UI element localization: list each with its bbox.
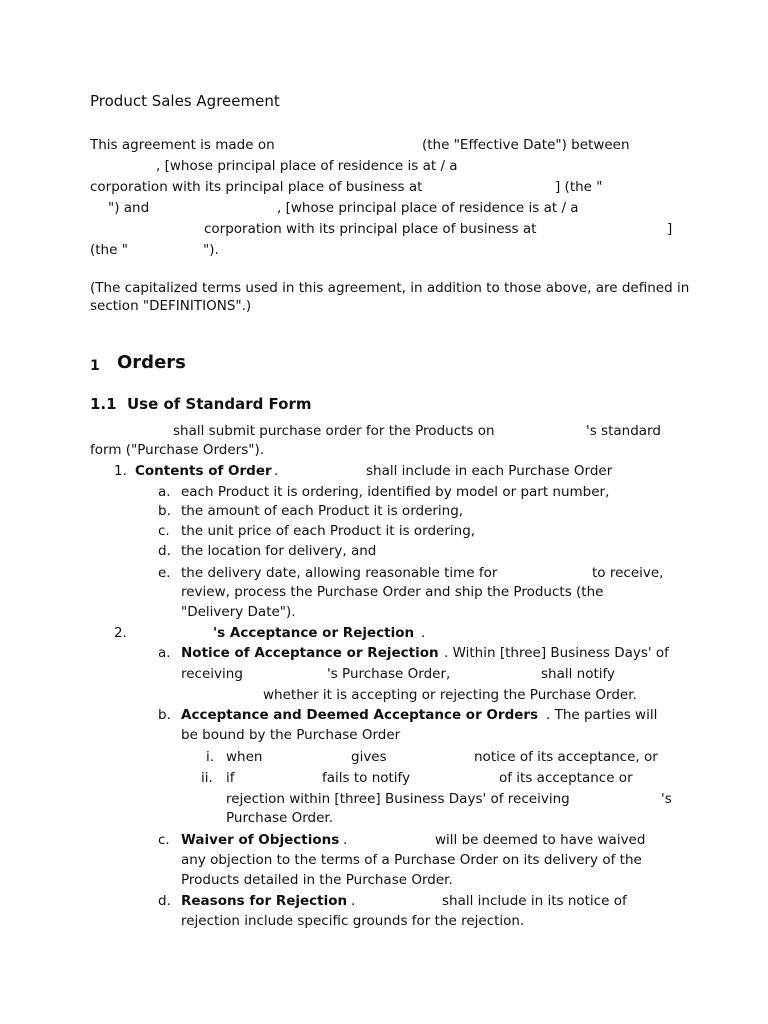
subitem-i-a: when [226,749,263,765]
list-marker: i. [206,749,215,765]
intro-line-2: , [whose principal place of residence is at / a [156,158,458,174]
heading-period: . [343,832,348,848]
waiver-line-1: will be deemed to have waived [435,832,646,848]
subitem-i-b: gives [351,749,387,765]
notice-of-acceptance-heading: Notice of Acceptance or Rejection [181,645,439,661]
heading-period: . [274,463,279,479]
list-marker: a. [158,645,171,661]
reasons-line-2: rejection include specific grounds for the rejection. [181,913,525,929]
notice-line-1: . Within [three] Business Days' of [444,645,669,661]
subsection-number: 1.1 [90,395,117,413]
subitem-i-c: notice of its acceptance, or [474,749,658,765]
list-item: the location for delivery, and [181,543,377,559]
list-marker: c. [158,832,170,848]
waiver-line-2: any objection to the terms of a Purchase Order on its delivery of the [181,852,642,868]
intro-line-3b: ] (the " [555,179,603,195]
list-marker: b. [158,503,171,519]
list-marker: a. [158,484,171,500]
delivery-date-line-1b: to receive, [592,565,664,581]
intro-line-1b: (the "Effective Date") between [422,137,630,153]
list-item: each Product it is ordering, identified by model or part number, [181,484,610,500]
subsection-heading: Use of Standard Form [127,395,312,413]
intro-line-4a: ") and [108,200,150,216]
delivery-date-line-3: "Delivery Date"). [181,604,296,620]
contents-of-order-heading: Contents of Order [135,463,272,479]
section-heading-orders: Orders [117,352,186,373]
subitem-ii-line-2a: rejection within [three] Business Days' of receiving [226,791,570,807]
list-marker: d. [158,543,171,559]
intro-line-1a: This agreement is made on [90,137,275,153]
list-marker: d. [158,893,171,909]
intro-line-3a: corporation with its principal place of business at [90,179,423,195]
intro-line-6b: "). [203,242,219,258]
notice-line-2c: shall notify [541,666,616,682]
subitem-ii-c: of its acceptance or [499,770,633,786]
heading-period: . [421,625,426,641]
standard-form-line-1a: shall submit purchase order for the Products on [173,423,495,439]
acceptance-rejection-heading: 's Acceptance or Rejection [213,625,415,641]
list-marker: 2. [114,625,127,641]
list-marker: b. [158,707,171,723]
intro-line-4b: , [whose principal place of residence is at / a [277,200,579,216]
subitem-ii-line-3: Purchase Order. [226,810,334,826]
notice-line-3: whether it is accepting or rejecting the Purchase Order. [263,687,637,703]
subitem-ii-b: fails to notify [322,770,411,786]
subitem-ii-a: if [226,770,235,786]
list-item: the amount of each Product it is ordering, [181,503,464,519]
section-number: 1 [90,358,100,374]
delivery-date-line-2: review, process the Purchase Order and ship the Products (the [181,584,604,600]
notice-line-2b: 's Purchase Order, [327,666,451,682]
reasons-line-1: shall include in its notice of [442,893,627,909]
deemed-acceptance-heading: Acceptance and Deemed Acceptance or Orders [181,707,539,723]
intro-line-6a: (the " [90,242,128,258]
document-title: Product Sales Agreement [90,92,280,110]
list-marker: ii. [201,770,213,786]
list-marker: 1. [114,463,127,479]
delivery-date-line-1a: the delivery date, allowing reasonable time for [181,565,498,581]
waiver-of-objections-heading: Waiver of Objections [181,832,340,848]
list-marker: e. [158,565,171,581]
heading-period: . [351,893,356,909]
list-marker: c. [158,523,170,539]
notice-line-2a: receiving [181,666,243,682]
reasons-for-rejection-heading: Reasons for Rejection [181,893,348,909]
list-item: the unit price of each Product it is ordering, [181,523,476,539]
intro-line-5a: corporation with its principal place of business at [204,221,537,237]
standard-form-line-1b: 's standard [586,423,661,439]
deemed-acceptance-line-2: be bound by the Purchase Order [181,727,401,743]
definitions-note-line-2: section "DEFINITIONS".) [90,298,252,314]
intro-line-5b: ] [667,221,673,237]
deemed-acceptance-line-1: . The parties will [546,707,658,723]
standard-form-line-2: form ("Purchase Orders"). [90,442,265,458]
waiver-line-3: Products detailed in the Purchase Order. [181,872,453,888]
subitem-ii-line-2b: 's [661,791,672,807]
definitions-note-line-1: (The capitalized terms used in this agreement, in addition to those above, are defined in [90,280,690,296]
contents-of-order-text: shall include in each Purchase Order [366,463,613,479]
